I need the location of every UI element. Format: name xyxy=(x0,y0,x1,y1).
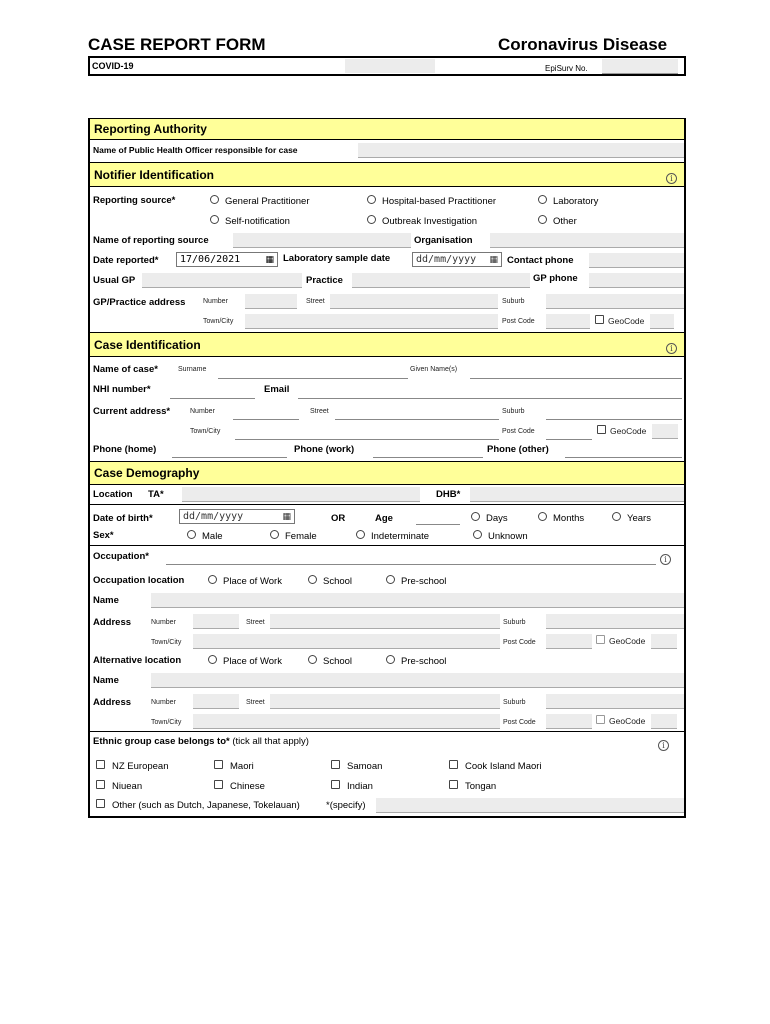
email-input[interactable] xyxy=(298,397,682,399)
source-other-label: Other xyxy=(553,216,577,227)
alt-work-label: Place of Work xyxy=(223,656,282,667)
gp-street-input[interactable] xyxy=(330,294,498,309)
info-icon[interactable]: i xyxy=(660,554,671,565)
nhi-input[interactable] xyxy=(170,397,255,399)
alt-street-label: Street xyxy=(246,699,265,706)
occupation-label: Occupation* xyxy=(93,551,149,562)
gp-geocode-label: GeoCode xyxy=(608,316,645,326)
age-days-radio[interactable] xyxy=(471,512,480,521)
case-suburb-input[interactable] xyxy=(546,418,682,420)
alt-name-label: Name xyxy=(93,675,119,686)
source-hospital-label: Hospital-based Practitioner xyxy=(382,196,497,207)
phone-other-input[interactable] xyxy=(565,456,682,458)
sex-male-radio[interactable] xyxy=(187,530,196,539)
ethnic-maori-checkbox[interactable] xyxy=(214,760,223,769)
source-lab-label: Laboratory xyxy=(553,196,599,207)
case-street-input[interactable] xyxy=(335,418,499,420)
ethnic-label xyxy=(93,736,309,747)
dhb-label: DHB* xyxy=(436,489,461,500)
divider xyxy=(90,545,684,546)
occ-suburb-label: Suburb xyxy=(503,619,526,626)
ethnic-indian-label: Indian xyxy=(347,781,373,792)
current-address-label: Current address* xyxy=(93,406,171,417)
occ-preschool-label: Pre-school xyxy=(401,576,447,587)
divider xyxy=(90,504,684,505)
info-icon[interactable]: i xyxy=(666,343,677,354)
alt-geocode-checkbox[interactable] xyxy=(596,715,605,724)
case-postcode-label: Post Code xyxy=(502,428,535,435)
ethnic-indian-checkbox[interactable] xyxy=(331,780,340,789)
alt-location-label: Alternative location xyxy=(93,655,182,666)
practice-label: Practice xyxy=(306,275,343,286)
gp-town-label: Town/City xyxy=(203,318,234,325)
alt-school-label: School xyxy=(323,656,353,667)
age-days-label: Days xyxy=(486,513,508,524)
age-years-radio[interactable] xyxy=(612,512,621,521)
ethnic-maori-label: Maori xyxy=(230,761,254,772)
calendar-icon[interactable]: ▦ xyxy=(265,255,274,265)
or-label: OR xyxy=(331,513,346,524)
info-icon[interactable]: i xyxy=(658,740,669,751)
section-case-demography: Case Demography xyxy=(90,461,684,485)
contact-phone-label: Contact phone xyxy=(507,255,574,266)
alt-preschool-radio[interactable] xyxy=(386,655,395,664)
calendar-icon[interactable]: ▦ xyxy=(489,255,498,265)
source-lab-radio[interactable] xyxy=(538,195,547,204)
sex-female-label: Female xyxy=(285,531,317,542)
occ-name-input[interactable] xyxy=(151,593,684,608)
ethnic-samoan-label: Samoan xyxy=(347,761,383,772)
occ-number-label: Number xyxy=(151,619,176,626)
ethnic-tongan-checkbox[interactable] xyxy=(449,780,458,789)
organisation-input[interactable] xyxy=(490,233,684,248)
sex-female-radio[interactable] xyxy=(270,530,279,539)
sex-indeterminate-radio[interactable] xyxy=(356,530,365,539)
case-number-input[interactable] xyxy=(233,418,299,420)
given-name-label: Given Name(s) xyxy=(410,366,458,373)
alt-number-label: Number xyxy=(151,699,176,706)
source-outbreak-label: Outbreak Investigation xyxy=(382,216,478,227)
reporting-source-name-label: Name of reporting source xyxy=(93,235,209,246)
code-field xyxy=(345,59,435,73)
case-geocode-checkbox[interactable] xyxy=(597,425,606,434)
ethnic-tongan-label: Tongan xyxy=(465,781,497,792)
sex-label: Sex* xyxy=(93,530,114,541)
info-icon[interactable]: i xyxy=(666,173,677,184)
officer-label: Name of Public Health Officer responsible for case xyxy=(93,145,298,155)
specify-label: *(specify) xyxy=(326,800,366,811)
case-number-label: Number xyxy=(190,408,215,415)
sex-indeterminate-label: Indeterminate xyxy=(371,531,430,542)
phone-other-label: Phone (other) xyxy=(487,444,549,455)
ta-input[interactable] xyxy=(182,487,420,502)
alt-preschool-label: Pre-school xyxy=(401,656,447,667)
nhi-label: NHI number* xyxy=(93,384,151,395)
phone-home-input[interactable] xyxy=(172,456,287,458)
alt-postcode-input[interactable] xyxy=(546,714,592,729)
age-input[interactable] xyxy=(416,523,460,525)
usual-gp-input[interactable] xyxy=(142,273,302,288)
occ-work-radio[interactable] xyxy=(208,575,217,584)
reporting-source-name-input[interactable] xyxy=(233,233,411,248)
dob-input[interactable] xyxy=(179,509,295,524)
alt-work-radio[interactable] xyxy=(208,655,217,664)
alt-town-input[interactable] xyxy=(193,714,500,729)
gp-phone-label: GP phone xyxy=(533,273,578,284)
date-reported-input[interactable] xyxy=(176,252,278,267)
ethnic-other-checkbox[interactable] xyxy=(96,799,105,808)
ethnic-note: (tick all that apply) xyxy=(232,736,309,747)
section-case-identification: Case Identification xyxy=(90,332,684,357)
source-gp-radio[interactable] xyxy=(210,195,219,204)
gp-street-label: Street xyxy=(306,298,325,305)
reporting-source-label: Reporting source* xyxy=(93,195,176,206)
occ-work-label: Place of Work xyxy=(223,576,282,587)
alt-geocode-label: GeoCode xyxy=(609,716,646,726)
gp-geocode-input[interactable] xyxy=(650,314,674,329)
episurv-label: EpiSurv No. xyxy=(545,64,588,73)
surname-input[interactable] xyxy=(218,377,408,379)
header-box xyxy=(88,56,686,76)
dob-label: Date of birth* xyxy=(93,513,153,524)
case-town-input[interactable] xyxy=(235,438,499,440)
ethnic-samoan-checkbox[interactable] xyxy=(331,760,340,769)
alt-town-label: Town/City xyxy=(151,719,182,726)
lab-sample-input[interactable] xyxy=(412,252,502,267)
sex-unknown-label: Unknown xyxy=(488,531,528,542)
ethnic-chinese-checkbox[interactable] xyxy=(214,780,223,789)
form-title: CASE REPORT FORM xyxy=(88,35,266,54)
gp-suburb-label: Suburb xyxy=(502,298,525,305)
age-label: Age xyxy=(375,513,393,524)
lab-sample-placeholder: dd/mm/yyyy xyxy=(416,254,477,265)
case-suburb-label: Suburb xyxy=(502,408,525,415)
gp-number-label: Number xyxy=(203,298,228,305)
gp-geocode-checkbox[interactable] xyxy=(595,315,604,324)
occ-town-input[interactable] xyxy=(193,634,500,649)
ethnic-chinese-label: Chinese xyxy=(230,781,265,792)
officer-input[interactable] xyxy=(358,143,684,158)
practice-input[interactable] xyxy=(352,273,530,288)
source-hospital-radio[interactable] xyxy=(367,195,376,204)
occ-town-label: Town/City xyxy=(151,639,182,646)
occ-number-input[interactable] xyxy=(193,614,239,629)
occ-suburb-input[interactable] xyxy=(546,614,684,629)
occupation-input[interactable] xyxy=(166,563,656,565)
alt-suburb-input[interactable] xyxy=(546,694,684,709)
section-reporting-authority: Reporting Authority xyxy=(90,118,684,140)
given-name-input[interactable] xyxy=(470,377,682,379)
alt-suburb-label: Suburb xyxy=(503,699,526,706)
source-other-radio[interactable] xyxy=(538,215,547,224)
usual-gp-label: Usual GP xyxy=(93,275,136,286)
occ-geocode-label: GeoCode xyxy=(609,636,646,646)
occ-postcode-input[interactable] xyxy=(546,634,592,649)
age-months-radio[interactable] xyxy=(538,512,547,521)
ethnic-other-input[interactable] xyxy=(376,798,684,813)
gp-postcode-label: Post Code xyxy=(502,318,535,325)
contact-phone-input[interactable] xyxy=(589,253,684,268)
phone-work-label: Phone (work) xyxy=(294,444,355,455)
episurv-input[interactable] xyxy=(602,59,678,74)
gp-postcode-input[interactable] xyxy=(546,314,590,329)
phone-home-label: Phone (home) xyxy=(93,444,157,455)
location-label: Location xyxy=(93,489,133,500)
occ-postcode-label: Post Code xyxy=(503,639,536,646)
ethnic-other-label: Other (such as Dutch, Japanese, Tokelauan) xyxy=(112,800,300,811)
alt-street-input[interactable] xyxy=(270,694,500,709)
lab-sample-label: Laboratory sample date xyxy=(283,253,391,264)
alt-address-label: Address xyxy=(93,697,132,708)
gp-phone-input[interactable] xyxy=(589,273,684,288)
occupation-location-label: Occupation location xyxy=(93,575,185,586)
ethnic-niuean-label: Niuean xyxy=(112,781,143,792)
ethnic-nz-european-label: NZ European xyxy=(112,761,169,772)
age-months-label: Months xyxy=(553,513,585,524)
occ-address-label: Address xyxy=(93,617,132,628)
alt-name-input[interactable] xyxy=(151,673,684,688)
source-gp-label: General Practitioner xyxy=(225,196,310,207)
source-self-radio[interactable] xyxy=(210,215,219,224)
organisation-label: Organisation xyxy=(414,235,473,246)
source-outbreak-radio[interactable] xyxy=(367,215,376,224)
ethnic-niuean-checkbox[interactable] xyxy=(96,780,105,789)
ethnic-cook-island-checkbox[interactable] xyxy=(449,760,458,769)
divider xyxy=(90,731,684,732)
alt-number-input[interactable] xyxy=(193,694,239,709)
case-street-label: Street xyxy=(310,408,329,415)
case-geocode-input[interactable] xyxy=(652,424,678,439)
case-name-label: Name of case* xyxy=(93,364,158,375)
phone-work-input[interactable] xyxy=(373,456,483,458)
date-reported-label: Date reported* xyxy=(93,255,159,266)
occ-preschool-radio[interactable] xyxy=(386,575,395,584)
occ-school-label: School xyxy=(323,576,353,587)
dhb-input[interactable] xyxy=(470,487,684,502)
occ-street-label: Street xyxy=(246,619,265,626)
ethnic-cook-island-label: Cook Island Maori xyxy=(465,761,542,772)
occ-school-radio[interactable] xyxy=(308,575,317,584)
alt-school-radio[interactable] xyxy=(308,655,317,664)
sex-male-label: Male xyxy=(202,531,223,542)
disease-title: Coronavirus Disease xyxy=(498,35,668,54)
sex-unknown-radio[interactable] xyxy=(473,530,482,539)
case-town-label: Town/City xyxy=(190,428,221,435)
occ-geocode-input[interactable] xyxy=(651,634,677,649)
occ-name-label: Name xyxy=(93,595,119,606)
dob-placeholder: dd/mm/yyyy xyxy=(183,511,244,522)
section-notifier: Notifier Identification xyxy=(90,162,684,187)
ta-label: TA* xyxy=(148,489,164,500)
calendar-icon[interactable]: ▦ xyxy=(282,512,291,522)
disease-code: COVID-19 xyxy=(92,61,134,71)
occ-street-input[interactable] xyxy=(270,614,500,629)
case-postcode-input[interactable] xyxy=(546,438,592,440)
surname-label: Surname xyxy=(178,366,207,373)
alt-geocode-input[interactable] xyxy=(651,714,677,729)
case-geocode-label: GeoCode xyxy=(610,426,647,436)
alt-postcode-label: Post Code xyxy=(503,719,536,726)
age-years-label: Years xyxy=(627,513,651,524)
date-reported-value: 17/06/2021 xyxy=(180,254,241,265)
ethnic-label-text: Ethnic group case belongs to* xyxy=(93,736,230,747)
source-self-label: Self-notification xyxy=(225,216,290,227)
occ-geocode-checkbox[interactable] xyxy=(596,635,605,644)
gp-town-input[interactable] xyxy=(245,314,498,329)
gp-suburb-input[interactable] xyxy=(546,294,684,309)
email-label: Email xyxy=(264,384,290,395)
ethnic-nz-european-checkbox[interactable] xyxy=(96,760,105,769)
gp-number-input[interactable] xyxy=(245,294,297,309)
gp-address-label: GP/Practice address xyxy=(93,297,186,308)
